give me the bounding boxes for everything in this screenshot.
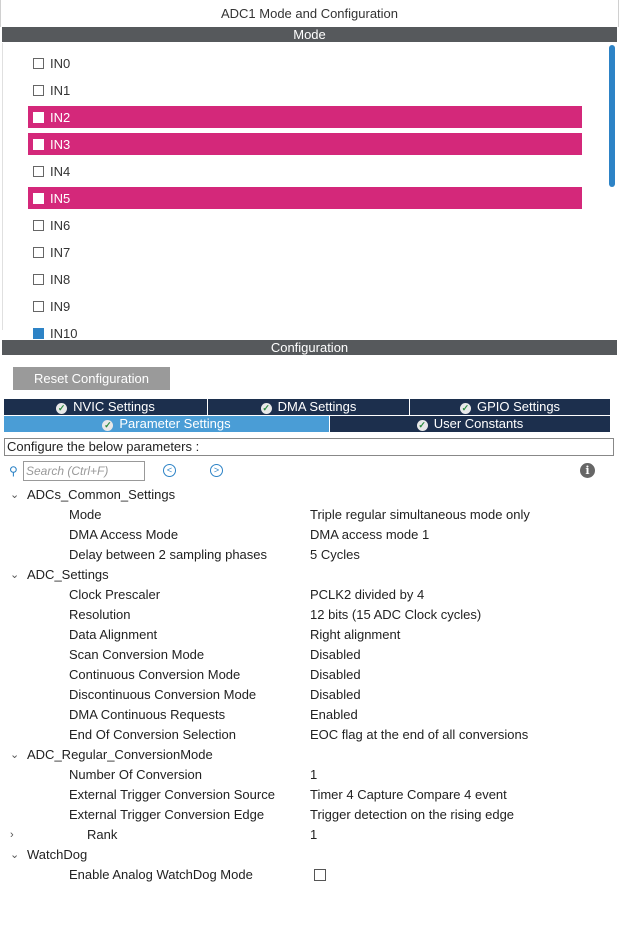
param-name: Mode — [69, 507, 102, 522]
mode-input-in1[interactable] — [28, 79, 582, 101]
param-row[interactable] — [0, 765, 619, 785]
chevron-down-icon[interactable]: ⌄ — [10, 569, 20, 581]
chevron-down-icon[interactable]: ⌄ — [10, 849, 20, 861]
param-row[interactable] — [0, 805, 619, 825]
check-circle-icon: ✓ — [57, 403, 66, 413]
tab-label: DMA Settings — [277, 399, 357, 414]
param-name: Clock Prescaler — [69, 587, 161, 602]
param-name: Continuous Conversion Mode — [69, 667, 241, 682]
param-value[interactable]: Disabled — [310, 687, 361, 702]
tab-gpio-settings[interactable] — [410, 399, 611, 415]
group-label: ADC_Regular_ConversionMode — [27, 747, 213, 762]
check-circle-icon: ✓ — [104, 420, 112, 430]
mode-input-label: IN1 — [50, 82, 71, 98]
param-row[interactable] — [0, 605, 619, 625]
rank-row[interactable] — [0, 825, 619, 845]
param-value[interactable]: Trigger detection on the rising edge — [310, 807, 515, 822]
mode-input-in0[interactable] — [28, 52, 582, 74]
mode-input-label: IN10 — [50, 325, 78, 341]
param-value[interactable]: 1 — [310, 767, 318, 782]
tab-label: User Constants — [433, 416, 524, 431]
mode-input-label: IN8 — [50, 271, 71, 287]
param-row[interactable] — [0, 505, 619, 525]
param-value[interactable]: 1 — [310, 827, 318, 842]
param-row[interactable] — [0, 585, 619, 605]
mode-input-label: IN7 — [50, 244, 71, 260]
param-name: External Trigger Conversion Edge — [69, 807, 265, 822]
mode-scrollbar[interactable] — [609, 45, 615, 187]
checkbox-icon[interactable] — [33, 328, 44, 339]
configure-description: Configure the below parameters : — [4, 438, 614, 456]
tab-parameter-settings[interactable] — [4, 416, 330, 432]
param-value[interactable]: DMA access mode 1 — [310, 527, 430, 542]
param-value[interactable]: Disabled — [310, 647, 361, 662]
window-title: ADC1 Mode and Configuration — [0, 0, 619, 27]
previous-result-icon[interactable]: < — [163, 464, 176, 477]
checkbox-icon[interactable] — [33, 112, 44, 123]
checkbox-icon[interactable] — [33, 193, 44, 204]
param-name: Resolution — [69, 607, 131, 622]
checkbox-icon[interactable] — [33, 58, 44, 69]
mode-input-list — [2, 43, 617, 341]
param-row[interactable] — [0, 625, 619, 645]
param-name: Number Of Conversion — [69, 767, 202, 782]
param-value[interactable]: EOC flag at the end of all conversions — [310, 727, 529, 742]
param-name: Enable Analog WatchDog Mode — [69, 867, 253, 882]
group-adc-settings[interactable] — [0, 565, 619, 585]
chevron-right-icon[interactable]: › — [10, 829, 14, 841]
mode-input-in4[interactable] — [28, 160, 582, 182]
checkbox-icon[interactable] — [33, 220, 44, 231]
mode-input-in5[interactable] — [28, 187, 582, 209]
checkbox-icon[interactable] — [33, 247, 44, 258]
chevron-down-icon[interactable]: ⌄ — [10, 749, 20, 761]
param-name: End Of Conversion Selection — [69, 727, 236, 742]
group-label: ADC_Settings — [27, 567, 109, 582]
param-row[interactable] — [0, 865, 619, 885]
checkbox-icon[interactable] — [33, 301, 44, 312]
mode-input-in2[interactable] — [28, 106, 582, 128]
tab-user-constants[interactable] — [330, 416, 611, 432]
tab-label: Parameter Settings — [119, 416, 231, 431]
chevron-down-icon[interactable]: ⌄ — [10, 489, 20, 501]
param-value[interactable]: 12 bits (15 ADC Clock cycles) — [310, 607, 482, 622]
check-circle-icon: ✓ — [461, 403, 470, 413]
check-circle-icon: ✓ — [262, 403, 270, 413]
tab-label: GPIO Settings — [476, 399, 561, 414]
mode-header: Mode — [2, 27, 617, 42]
param-value[interactable]: Enabled — [310, 707, 358, 722]
param-row[interactable] — [0, 785, 619, 805]
checkbox-icon[interactable] — [33, 139, 44, 150]
param-row[interactable] — [0, 545, 619, 565]
reset-configuration-button[interactable]: Reset Configuration — [13, 367, 170, 390]
param-row[interactable] — [0, 705, 619, 725]
mode-input-in8[interactable] — [28, 268, 582, 290]
param-row[interactable] — [0, 725, 619, 745]
group-adcs-common-settings[interactable] — [0, 485, 619, 505]
param-row[interactable] — [0, 685, 619, 705]
checkbox-icon[interactable] — [33, 166, 44, 177]
mode-input-in3[interactable] — [28, 133, 582, 155]
mode-input-in6[interactable] — [28, 214, 582, 236]
param-value[interactable]: Triple regular simultaneous mode only — [310, 507, 530, 522]
mode-input-label: IN4 — [50, 163, 71, 179]
checkbox-icon[interactable] — [33, 85, 44, 96]
tab-dma-settings[interactable] — [208, 399, 410, 415]
watchdog-checkbox[interactable] — [314, 869, 326, 881]
param-name: Discontinuous Conversion Mode — [69, 687, 257, 702]
next-result-icon[interactable]: > — [210, 464, 223, 477]
mode-input-label: IN2 — [50, 109, 71, 125]
param-name: DMA Access Mode — [69, 527, 179, 542]
check-circle-icon: ✓ — [418, 420, 426, 430]
info-icon[interactable]: i — [580, 463, 595, 478]
param-row[interactable] — [0, 645, 619, 665]
mode-input-label: IN0 — [50, 55, 71, 71]
tab-label: NVIC Settings — [73, 399, 155, 414]
tab-nvic-settings[interactable] — [4, 399, 208, 415]
param-name: Scan Conversion Mode — [69, 647, 205, 662]
mode-input-in7[interactable] — [28, 241, 582, 263]
checkbox-icon[interactable] — [33, 274, 44, 285]
group-label: WatchDog — [27, 847, 88, 862]
search-input[interactable] — [23, 461, 145, 481]
group-adc-regular-conversionmode[interactable] — [0, 745, 619, 765]
param-name: Data Alignment — [69, 627, 158, 642]
group-watchdog[interactable] — [0, 845, 619, 865]
mode-input-label: IN9 — [50, 298, 71, 314]
mode-input-label: IN3 — [50, 136, 71, 152]
param-name: Rank — [87, 827, 118, 842]
param-value[interactable]: Timer 4 Capture Compare 4 event — [310, 787, 507, 802]
param-row[interactable] — [0, 665, 619, 685]
param-value[interactable]: Right alignment — [310, 627, 401, 642]
mode-input-label: IN5 — [50, 190, 71, 206]
param-value[interactable]: Disabled — [310, 667, 361, 682]
mode-input-label: IN6 — [50, 217, 71, 233]
search-icon: ⚲ — [9, 464, 18, 478]
param-name: Delay between 2 sampling phases — [69, 547, 268, 562]
param-row[interactable] — [0, 525, 619, 545]
param-value[interactable]: 5 Cycles — [310, 547, 360, 562]
param-name: External Trigger Conversion Source — [69, 787, 275, 802]
param-value[interactable]: PCLK2 divided by 4 — [310, 587, 425, 602]
param-name: DMA Continuous Requests — [69, 707, 226, 722]
configuration-header: Configuration — [2, 340, 617, 355]
group-label: ADCs_Common_Settings — [27, 487, 176, 502]
mode-input-in9[interactable] — [28, 295, 582, 317]
